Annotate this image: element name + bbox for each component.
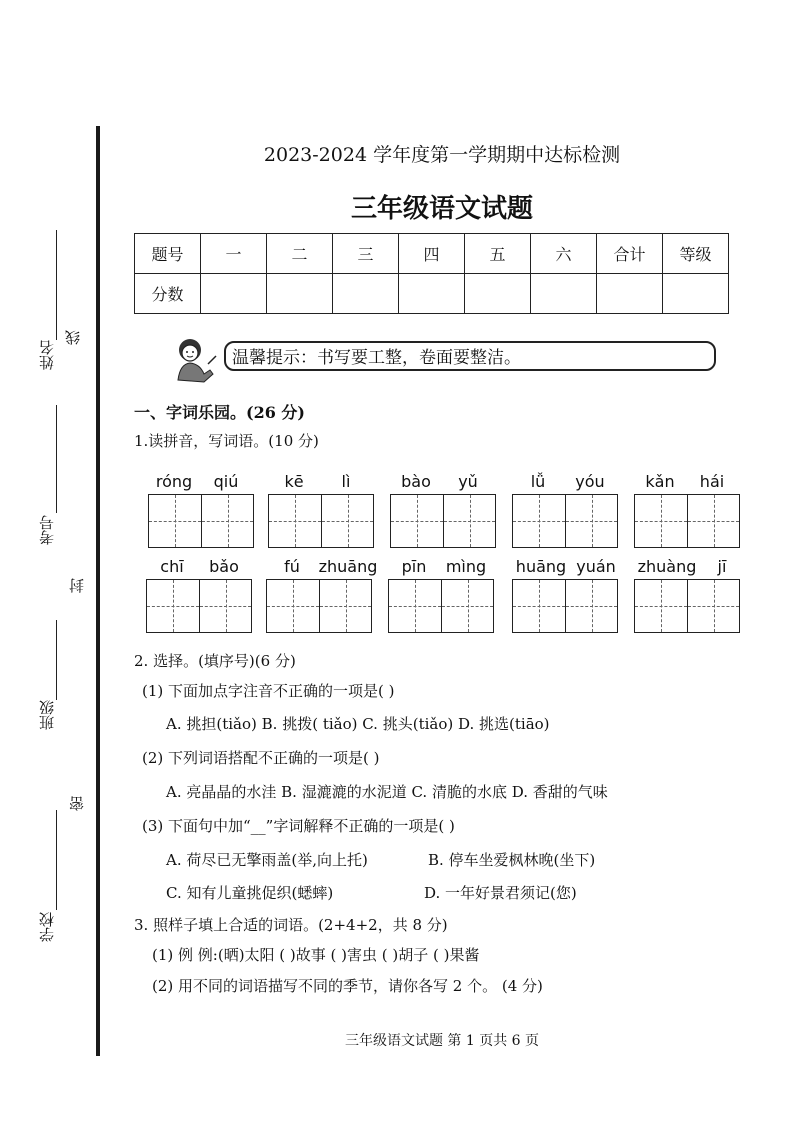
question-3-1: (1) 例 例:(晒)太阳 ( )故事 ( )害虫 ( )胡子 ( )果酱 [152,946,480,964]
name-underline [56,230,57,340]
pinyin-syllable: yuán [576,557,616,576]
pinyin-syllable: huāng [515,557,567,576]
score-input-cell[interactable] [201,274,267,314]
score-table [134,233,729,314]
writing-grid[interactable] [512,579,618,633]
score-cell: 等级 [663,234,729,274]
school-underline [56,810,57,910]
pinyin-syllable: yǔ [458,472,478,491]
pinyin-syllable: mìng [445,557,487,576]
page-footer: 三年级语文试题 第 1 页共 6 页 [344,1033,540,1049]
question-2-1: (1) 下面加点字注音不正确的一项是( ) [142,682,395,700]
question-2-3-option-b: B. 停车坐爱枫林晚(坐下) [428,851,596,869]
score-cell: 合计 [597,234,663,274]
score-table-header-row [135,234,729,274]
pinyin-syllable: róng [155,472,193,491]
writing-grid[interactable] [512,494,618,548]
pinyin-syllable: bǎo [209,557,239,576]
pinyin-syllable: lǚ [530,472,546,491]
question-2-3-option-d: D. 一年好景君须记(您) [424,884,577,902]
tip-box: 温馨提示：书写要工整，卷面要整洁。 [224,341,716,371]
score-input-cell[interactable] [333,274,399,314]
school-label: 学校 [38,912,56,942]
question-2-1-options: A. 挑担(tiǎo) B. 挑拨( tiǎo) C. 挑头(tiǎo) D. 挑选(tiāo) [166,715,550,733]
pinyin-syllable: bào [401,472,431,491]
score-cell: 六 [531,234,597,274]
pinyin-syllable: jī [717,557,727,576]
exam-no-label: 考号 [38,515,56,545]
score-row-label: 分数 [135,274,201,314]
question-2-2: (2) 下列词语搭配不正确的一项是( ) [142,749,380,767]
exam-no-underline [56,405,57,513]
writing-grid[interactable] [146,579,252,633]
score-cell: 一 [201,234,267,274]
pinyin-syllable: qiú [213,472,239,491]
pinyin-syllable: kǎn [645,472,675,491]
binding-mark-xian: 线 [64,330,82,345]
score-input-cell[interactable] [399,274,465,314]
writing-grid[interactable] [266,579,372,633]
pinyin-syllable: lì [341,472,351,491]
score-input-cell[interactable] [663,274,729,314]
writing-grid[interactable] [148,494,254,548]
question-2-heading: 2. 选择。(填序号)(6 分) [134,652,296,670]
score-cell: 题号 [135,234,201,274]
class-label: 班级 [38,700,56,730]
score-input-cell[interactable] [267,274,333,314]
exam-subtitle: 三年级语文试题 [350,194,533,224]
question-1-heading: 1.读拼音，写词语。(10 分) [134,432,319,450]
question-2-3-option-a: A. 荷尽已无擎雨盖(举,向上托) [166,851,368,869]
class-underline [56,620,57,700]
question-2-3: (3) 下面句中加“__”字词解释不正确的一项是( ) [142,817,455,835]
score-cell: 四 [399,234,465,274]
pinyin-syllable: hái [699,472,725,491]
pinyin-syllable: zhuàng [637,557,697,576]
score-table-score-row [135,274,729,314]
binding-mark-mi: 密 [68,796,86,811]
binding-line [96,126,100,1056]
writing-grid[interactable] [634,494,740,548]
writing-grid[interactable] [388,579,494,633]
name-label: 姓名 [38,340,56,370]
score-cell: 五 [465,234,531,274]
pinyin-syllable: pīn [401,557,427,576]
section-1-heading: 一、字词乐园。(26 分) [134,403,305,422]
pinyin-syllable: fú [284,557,300,576]
question-3-heading: 3. 照样子填上合适的词语。(2+4+2，共 8 分) [134,916,448,934]
writing-grid[interactable] [390,494,496,548]
question-3-2: (2) 用不同的词语描写不同的季节，请你各写 2 个。 (4 分) [152,977,543,995]
writing-grid[interactable] [634,579,740,633]
writing-grid[interactable] [268,494,374,548]
question-2-3-option-c: C. 知有儿童挑促织(蟋蟀) [166,884,334,902]
binding-mark-feng: 封 [68,578,86,593]
student-writing-icon [170,334,220,384]
score-cell: 三 [333,234,399,274]
pinyin-syllable: yóu [575,472,605,491]
question-2-2-options: A. 亮晶晶的水洼 B. 湿漉漉的水泥道 C. 清脆的水底 D. 香甜的气味 [166,783,608,801]
pinyin-syllable: kē [284,472,304,491]
score-input-cell[interactable] [597,274,663,314]
pinyin-syllable: chī [160,557,184,576]
score-input-cell[interactable] [531,274,597,314]
score-input-cell[interactable] [465,274,531,314]
pinyin-syllable: zhuāng [318,557,378,576]
exam-title: 2023-2024 学年度第一学期期中达标检测 [263,144,621,166]
score-cell: 二 [267,234,333,274]
